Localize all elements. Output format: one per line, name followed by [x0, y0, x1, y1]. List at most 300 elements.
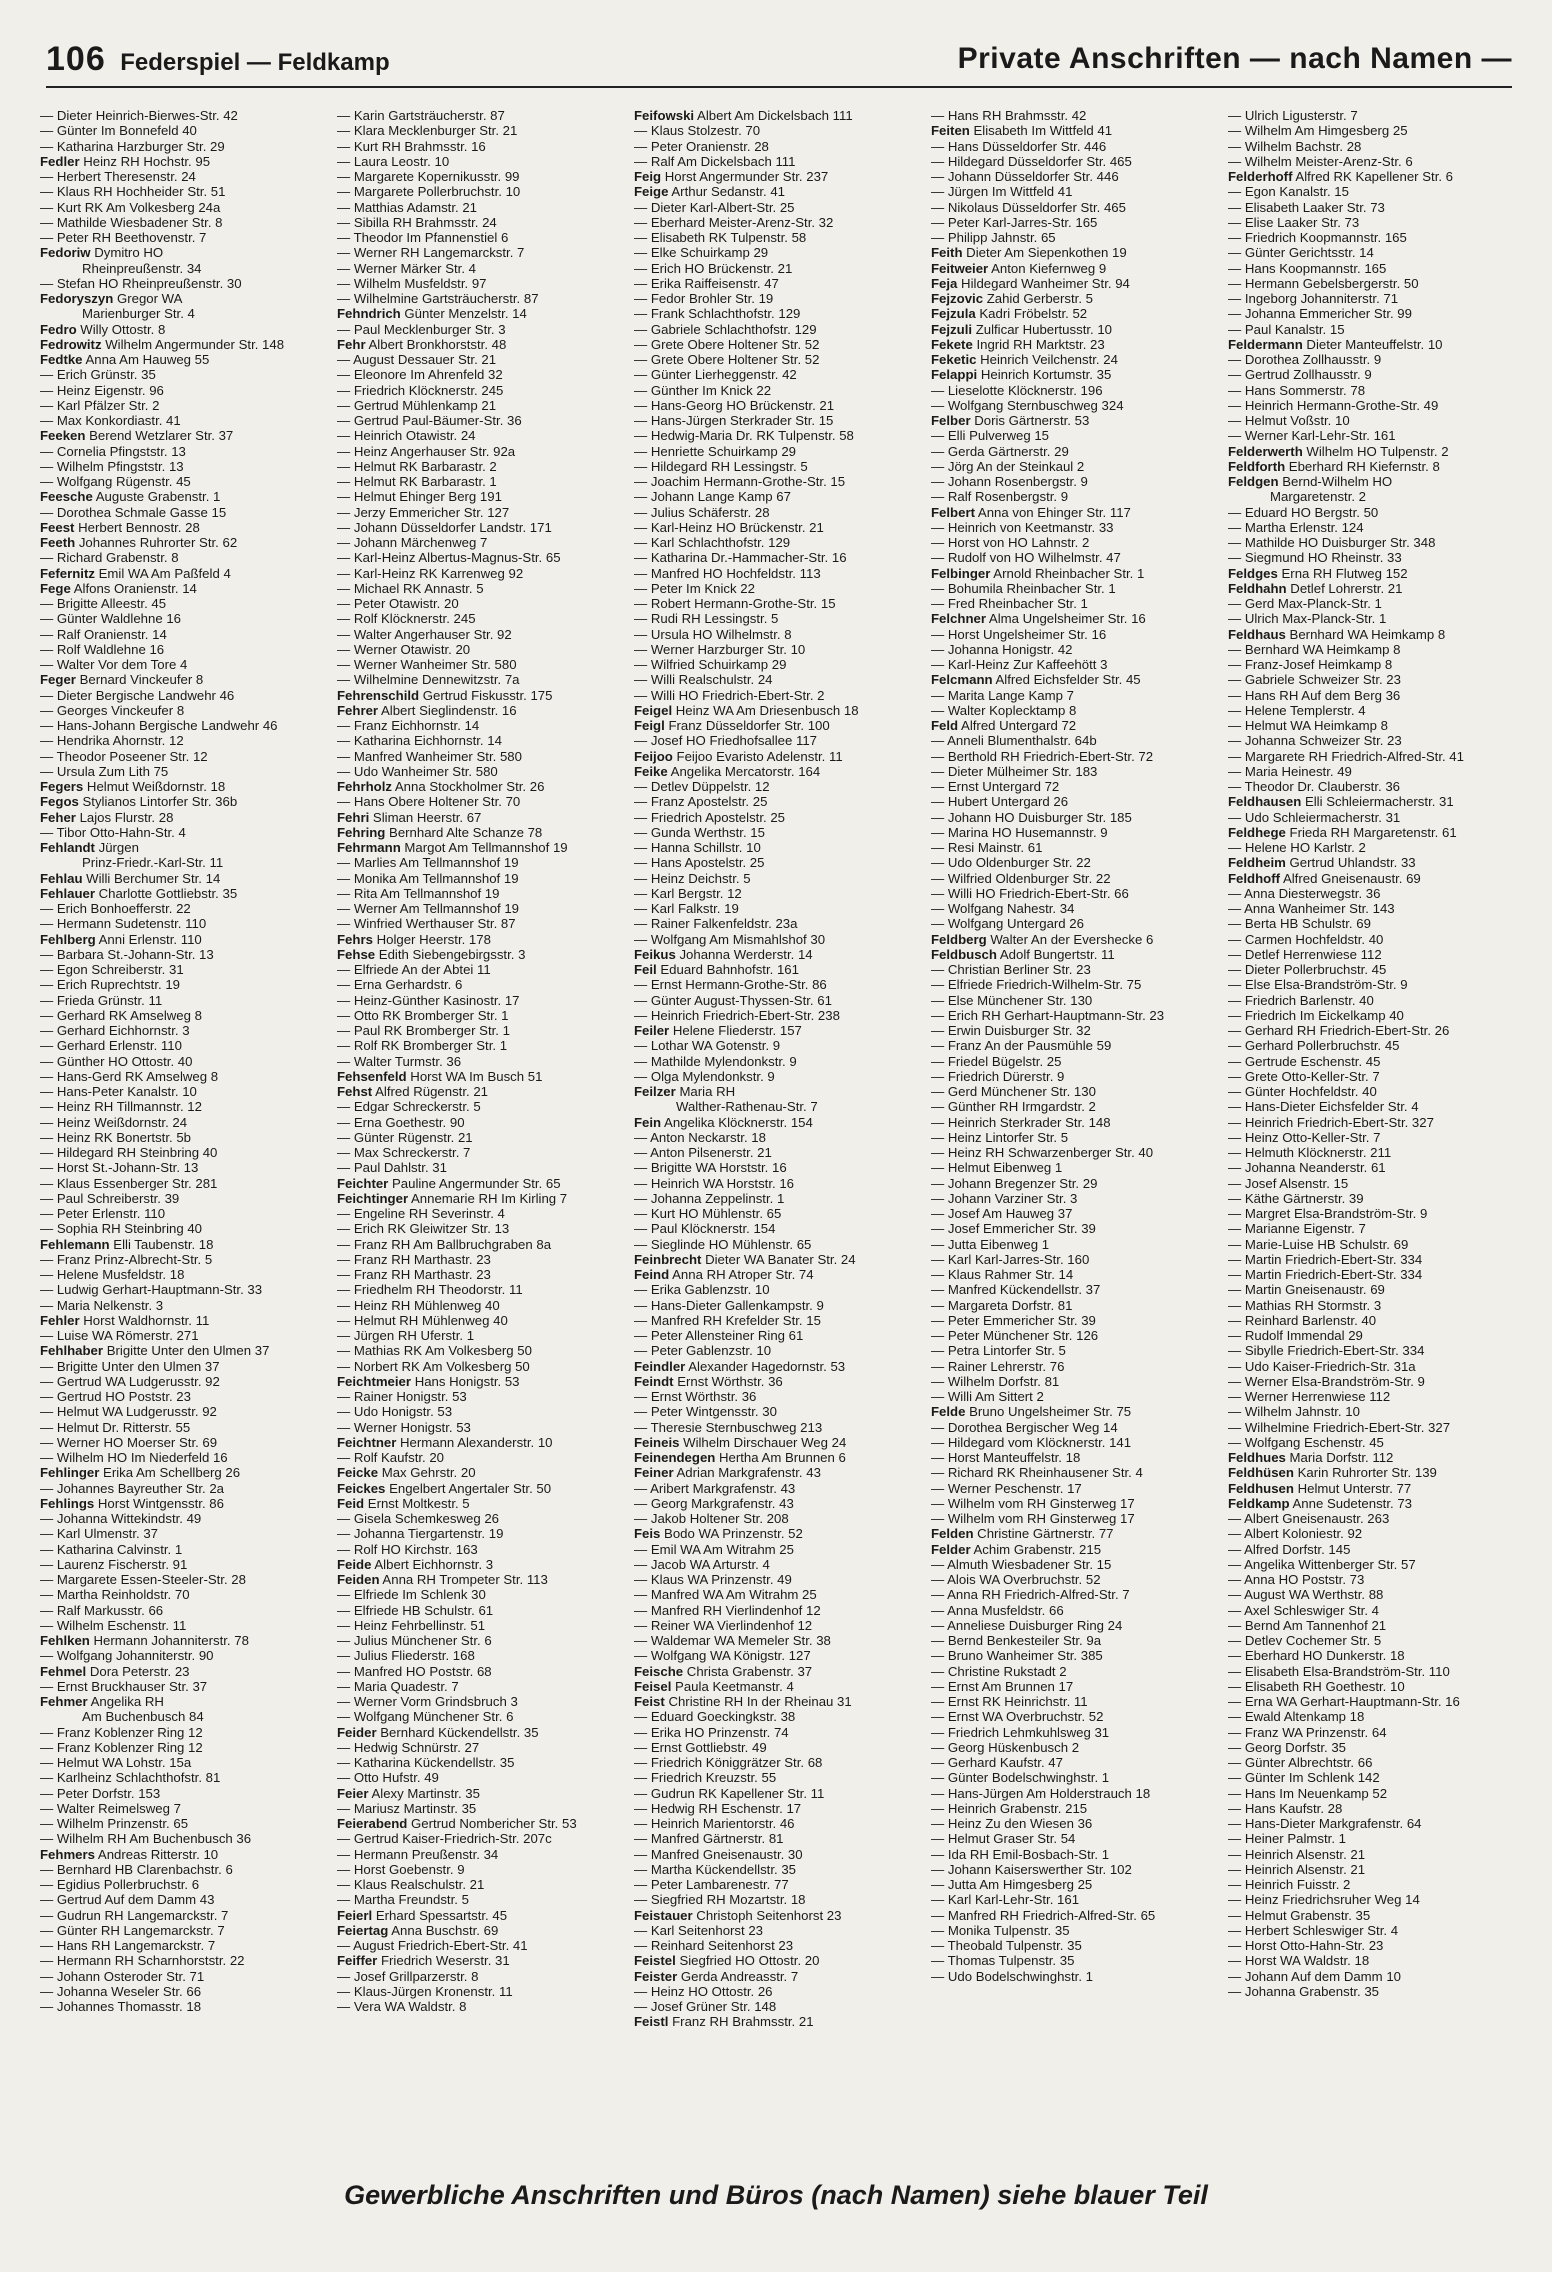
- directory-entry: — Ernst Am Brunnen 17: [931, 1678, 1074, 1694]
- directory-entry: Feldhoff Alfred Gneisenaustr. 69: [1228, 870, 1421, 886]
- directory-entry: — Karl Seitenhorst 23: [634, 1922, 764, 1938]
- directory-entry: Fege Alfons Oranienstr. 14: [40, 580, 197, 596]
- directory-entry: — Josef HO Friedhofsallee 117: [634, 733, 818, 749]
- directory-entry: Feis Bodo WA Prinzenstr. 52: [634, 1526, 803, 1542]
- directory-entry: — Werner RH Langemarckstr. 7: [337, 245, 525, 261]
- directory-entry: Feigl Franz Düsseldorfer Str. 100: [634, 718, 830, 733]
- directory-entry: — Günther HO Ottostr. 40: [40, 1053, 193, 1069]
- directory-entry: — Günther Im Knick 22: [634, 382, 772, 398]
- directory-entry: Feind Anna RH Atroper Str. 74: [634, 1267, 814, 1282]
- directory-entry: Felbinger Arnold Rheinbacher Str. 1: [931, 565, 1145, 581]
- directory-entry: — Dieter Pollerbruchstr. 45: [1228, 962, 1387, 977]
- directory-entry: — Karl Ulmenstr. 37: [40, 1526, 158, 1542]
- directory-entry: Feineis Wilhelm Dirschauer Weg 24: [634, 1434, 847, 1450]
- directory-entry: — Klaus Stolzestr. 70: [634, 123, 761, 139]
- directory-entry: Feldhusen Helmut Unterstr. 77: [1228, 1480, 1412, 1496]
- directory-entry: — Ernst WA Overbruchstr. 52: [931, 1709, 1104, 1725]
- directory-entry: — Stefan HO Rheinpreußenstr. 30: [40, 275, 242, 291]
- directory-entry: — Mathias RK Am Volkesberg 50: [337, 1343, 532, 1359]
- directory-entry: Feldges Erna RH Flutweg 152: [1228, 565, 1408, 581]
- directory-entry: — Johanna Emmericher Str. 99: [1228, 306, 1412, 322]
- directory-entry: — Elise Laaker Str. 73: [1228, 214, 1360, 230]
- directory-entry: — Hans-Peter Kanalstr. 10: [40, 1084, 197, 1099]
- directory-entry: — Heinrich Marientorstr. 46: [634, 1816, 795, 1831]
- directory-entry: Feindt Ernst Wörthstr. 36: [634, 1373, 783, 1389]
- directory-entry: Feiner Adrian Markgrafenstr. 43: [634, 1465, 821, 1481]
- directory-entry: — Egon Kanalstr. 15: [1228, 184, 1349, 200]
- directory-entry: — Rudolf Immendal 29: [1228, 1328, 1363, 1343]
- directory-entry: Feige Arthur Sedanstr. 41: [634, 184, 786, 200]
- directory-entry: — Johanna Weseler Str. 66: [40, 1983, 202, 1999]
- directory-entry: — Franz Prinz-Albrecht-Str. 5: [40, 1251, 213, 1267]
- directory-entry: — Wolfgang Nahestr. 34: [931, 901, 1075, 916]
- directory-entry: — Peter Dorfstr. 153: [40, 1785, 161, 1801]
- directory-entry: — Wilhelm Am Himgesberg 25: [1228, 123, 1408, 139]
- directory-entry: — Elfriede Friedrich-Wilhelm-Str. 75: [931, 977, 1142, 993]
- directory-entry: — Hermann Preußenstr. 34: [337, 1846, 499, 1862]
- directory-entry: — Werner Peschenstr. 17: [931, 1480, 1082, 1496]
- directory-entry: — Werner Am Tellmannshof 19: [337, 901, 520, 916]
- directory-entry: — Paul RK Bromberger Str. 1: [337, 1023, 510, 1038]
- directory-entry: — Richard Grabenstr. 8: [40, 550, 179, 566]
- directory-entry: — Erwin Duisburger Str. 32: [931, 1023, 1091, 1038]
- directory-entry: — Otto RK Bromberger Str. 1: [337, 1007, 509, 1023]
- directory-entry: — Marianne Eigenstr. 7: [1228, 1221, 1366, 1237]
- directory-entry: — Dieter Bergische Landwehr 46: [40, 687, 235, 703]
- directory-entry: — Friedel Bügelstr. 25: [931, 1053, 1062, 1069]
- directory-entry: — Helmut RH Mühlenweg 40: [337, 1312, 508, 1328]
- directory-entry: — Maria Heinestr. 49: [1228, 763, 1352, 779]
- directory-entry: — Herbert Theresenstr. 24: [40, 169, 196, 184]
- directory-entry: — Günter Lierheggenstr. 42: [634, 367, 797, 383]
- directory-entry: — Heinrich von Keetmanstr. 33: [931, 519, 1114, 535]
- directory-entry: — Friedrich Im Eickelkamp 40: [1228, 1007, 1404, 1023]
- directory-entry: — Jörg An der Steinkaul 2: [931, 458, 1085, 474]
- directory-entry: — Hans Obere Holtener Str. 70: [337, 794, 521, 810]
- directory-entry: — Hildegard RH Steinbring 40: [40, 1145, 218, 1160]
- directory-entry: — Ernst Bruckhauser Str. 37: [40, 1678, 208, 1694]
- directory-entry: — Eduard Goeckingkstr. 38: [634, 1709, 796, 1725]
- directory-entry: Fegos Stylianos Lintorfer Str. 36b: [40, 794, 238, 810]
- directory-entry: — Bruno Wanheimer Str. 385: [931, 1648, 1103, 1664]
- directory-entry: — Ernst Gottliebstr. 49: [634, 1739, 767, 1755]
- directory-entry: — Franz An der Pausmühle 59: [931, 1038, 1112, 1054]
- directory-entry: Fehrs Holger Heerstr. 178: [337, 931, 491, 947]
- directory-entry: — Helene Musfeldstr. 18: [40, 1267, 185, 1282]
- directory-entry: Am Buchenbusch 84: [82, 1709, 204, 1725]
- directory-entry: — Anneliese Duisburger Ring 24: [931, 1617, 1123, 1633]
- directory-entry: Fedler Heinz RH Hochstr. 95: [40, 153, 211, 169]
- directory-entry: — Julius Münchener Str. 6: [337, 1633, 492, 1648]
- directory-entry: — Nikolaus Düsseldorfer Str. 465: [931, 199, 1126, 215]
- directory-entry: — Eberhard Meister-Arenz-Str. 32: [634, 214, 834, 230]
- directory-entry: — Julius Fliederstr. 168: [337, 1648, 475, 1664]
- directory-entry: — Theodor Poseener Str. 12: [40, 748, 208, 764]
- directory-entry: — Werner Herrenwiese 112: [1228, 1389, 1391, 1404]
- directory-entry: — Hedwig-Maria Dr. RK Tulpenstr. 58: [634, 428, 854, 444]
- directory-entry: Fehler Horst Waldhornstr. 11: [40, 1312, 210, 1328]
- directory-entry: — Udo Kaiser-Friedrich-Str. 31a: [1228, 1358, 1416, 1374]
- directory-entry: — Walter Angerhauser Str. 92: [337, 626, 512, 642]
- directory-entry: — Petra Lintorfer Str. 5: [931, 1343, 1066, 1359]
- directory-columns: [40, 108, 1515, 2138]
- directory-entry: — Max Schreckerstr. 7: [337, 1145, 471, 1160]
- directory-entry: — Gertrud WA Ludgerusstr. 92: [40, 1373, 220, 1389]
- directory-entry: — Berthold RH Friedrich-Ebert-Str. 72: [931, 748, 1154, 764]
- directory-entry: — Grete Obere Holtener Str. 52: [634, 336, 820, 352]
- directory-entry: — Paul Mecklenburger Str. 3: [337, 321, 506, 337]
- directory-entry: — Wolfgang Münchener Str. 6: [337, 1709, 514, 1725]
- directory-entry: — Johann Varziner Str. 3: [931, 1190, 1078, 1206]
- directory-entry: Feier Alexy Martinstr. 35: [337, 1785, 480, 1801]
- directory-entry: — Peter Emmericher Str. 39: [931, 1312, 1096, 1328]
- directory-entry: Feisel Paula Keetmanstr. 4: [634, 1678, 794, 1694]
- directory-entry: — Gerhard RK Amselweg 8: [40, 1007, 202, 1023]
- directory-entry: — Hedwig RH Eschenstr. 17: [634, 1800, 802, 1816]
- directory-entry: — Cornelia Pfingststr. 13: [40, 443, 186, 459]
- header-left: [46, 40, 390, 79]
- directory-entry: — Manfred Gärtnerstr. 81: [634, 1831, 784, 1847]
- directory-entry: — Heinz Friedrichsruher Weg 14: [1228, 1892, 1420, 1908]
- directory-entry: — Peter Wintgensstr. 30: [634, 1404, 777, 1420]
- directory-entry: — Franz Eichhornstr. 14: [337, 718, 480, 733]
- directory-entry: — Christine Rukstadt 2: [931, 1663, 1067, 1679]
- directory-entry: — Brigitte WA Horststr. 16: [634, 1160, 787, 1176]
- directory-entry: Marienburger Str. 4: [82, 306, 195, 322]
- directory-entry: — Josef Am Hauweg 37: [931, 1206, 1073, 1221]
- directory-entry: — Willi Realschulstr. 24: [634, 672, 773, 688]
- directory-entry: — Wilhelm Pfingststr. 13: [40, 458, 184, 474]
- directory-entry: — Karin Gartsträucherstr. 87: [337, 108, 505, 123]
- directory-entry: — Peter Karl-Jarres-Str. 165: [931, 214, 1098, 230]
- directory-entry: — Robert Hermann-Grothe-Str. 15: [634, 596, 836, 611]
- directory-entry: — Hans Düsseldorfer Str. 446: [931, 138, 1107, 154]
- directory-entry: — Gertrud Auf dem Damm 43: [40, 1892, 215, 1908]
- directory-entry: — Günter Im Schlenk 142: [1228, 1770, 1380, 1786]
- directory-entry: — Heinz Weißdornstr. 24: [40, 1114, 188, 1130]
- directory-entry: — Ida RH Emil-Bosbach-Str. 1: [931, 1846, 1110, 1862]
- directory-entry: — Heinz Zu den Wiesen 36: [931, 1816, 1093, 1831]
- directory-entry: — Karl Karl-Lehr-Str. 161: [931, 1892, 1080, 1908]
- directory-entry: — Margarete Pollerbruchstr. 10: [337, 184, 521, 200]
- directory-entry: — Günter Im Bonnefeld 40: [40, 123, 197, 139]
- directory-entry: — Albert Gneisenaustr. 263: [1228, 1511, 1390, 1526]
- directory-entry: — Günter RH Langemarckstr. 7: [40, 1922, 225, 1938]
- directory-entry: — Theresie Sternbuschweg 213: [634, 1419, 823, 1435]
- directory-entry: — Aribert Markgrafenstr. 43: [634, 1480, 796, 1496]
- directory-entry: — Ursula HO Wilhelmstr. 8: [634, 626, 792, 642]
- directory-entry: — Rolf Kaufstr. 20: [337, 1450, 445, 1465]
- directory-entry: — Werner Wanheimer Str. 580: [337, 657, 517, 672]
- directory-entry: — Grete Obere Holtener Str. 52: [634, 352, 820, 367]
- directory-entry: Fejzuli Zulficar Hubertusstr. 10: [931, 321, 1113, 337]
- directory-entry: — Erika Gablenzstr. 10: [634, 1282, 770, 1298]
- directory-entry: — Walter Koplecktamp 8: [931, 702, 1077, 718]
- directory-entry: — Heinz RH Mühlenweg 40: [337, 1297, 500, 1313]
- running-title: Federspiel — Feldkamp: [120, 49, 390, 76]
- directory-entry: Feldermann Dieter Manteuffelstr. 10: [1228, 336, 1443, 352]
- directory-entry: — Johanna Grabenstr. 35: [1228, 1983, 1380, 1999]
- directory-entry: — Hans Koopmannstr. 165: [1228, 260, 1387, 276]
- directory-entry: — Anna RH Friedrich-Alfred-Str. 7: [931, 1587, 1130, 1603]
- directory-entry: — Albert Koloniestr. 92: [1228, 1526, 1363, 1542]
- directory-entry: Rheinpreußenstr. 34: [82, 260, 202, 276]
- directory-entry: — Mathilde Mylendonkstr. 9: [634, 1053, 797, 1069]
- directory-entry: — Sibylle Friedrich-Ebert-Str. 334: [1228, 1343, 1425, 1359]
- directory-entry: — Werner Otawistr. 20: [337, 641, 471, 657]
- directory-entry: — Klaus RH Hochheider Str. 51: [40, 184, 226, 200]
- directory-entry: Feig Horst Angermunder Str. 237: [634, 169, 829, 184]
- directory-entry: — Wilhelm RH Am Buchenbusch 36: [40, 1831, 252, 1847]
- directory-entry: — Wilfried Oldenburger Str. 22: [931, 870, 1111, 886]
- directory-entry: Fehlhaber Brigitte Unter den Ulmen 37: [40, 1343, 270, 1359]
- directory-entry: — Monika Am Tellmannshof 19: [337, 870, 519, 886]
- directory-entry: — Jerzy Emmericher Str. 127: [337, 504, 510, 520]
- directory-entry: — Georg Markgrafenstr. 43: [634, 1495, 794, 1511]
- page-number: 106: [46, 40, 106, 78]
- directory-entry: — Philipp Jahnstr. 65: [931, 230, 1056, 245]
- directory-entry: — Hans Im Neuenkamp 52: [1228, 1785, 1388, 1801]
- directory-entry: — Emil WA Am Witrahm 25: [634, 1541, 794, 1557]
- directory-entry: — Martha Kückendellstr. 35: [634, 1861, 796, 1877]
- directory-entry: — Käthe Gärtnerstr. 39: [1228, 1190, 1364, 1206]
- directory-entry: — Hildegard RH Lessingstr. 5: [634, 458, 808, 474]
- directory-entry: Feierl Erhard Spessartstr. 45: [337, 1907, 508, 1923]
- directory-entry: — Mathias RH Stormstr. 3: [1228, 1297, 1382, 1313]
- directory-entry: — Alfred Dorfstr. 145: [1228, 1541, 1351, 1557]
- directory-entry: Feld Alfred Untergard 72: [931, 718, 1077, 733]
- directory-entry: — Ernst RK Heinrichstr. 11: [931, 1694, 1088, 1709]
- directory-entry: — August Dessauer Str. 21: [337, 352, 497, 367]
- directory-entry: — Wilhelm Musfeldstr. 97: [337, 275, 487, 291]
- directory-entry: — Elisabeth RK Tulpenstr. 58: [634, 230, 807, 245]
- directory-entry: — Monika Tulpenstr. 35: [931, 1922, 1070, 1938]
- directory-entry: — Ulrich Max-Planck-Str. 1: [1228, 611, 1387, 627]
- directory-entry: — Axel Schleswiger Str. 4: [1228, 1602, 1379, 1618]
- directory-entry: Fehrholz Anna Stockholmer Str. 26: [337, 779, 545, 794]
- directory-entry: — Karl Schlachthofstr. 129: [634, 535, 791, 550]
- directory-entry: — Lothar WA Gotenstr. 9: [634, 1038, 781, 1054]
- directory-entry: — Josef Emmericher Str. 39: [931, 1221, 1096, 1237]
- directory-entry: — Wilhelm Eschenstr. 11: [40, 1617, 187, 1633]
- directory-entry: — Helmut Ehinger Berg 191: [337, 489, 502, 505]
- directory-entry: Fekete Ingrid RH Marktstr. 23: [931, 336, 1105, 352]
- directory-entry: — Friedrich Dürerstr. 9: [931, 1068, 1065, 1084]
- directory-entry: — Rolf RK Bromberger Str. 1: [337, 1038, 508, 1054]
- directory-entry: — Theodor Dr. Clauberstr. 36: [1228, 779, 1401, 794]
- directory-entry: — Detlev Düppelstr. 12: [634, 779, 770, 794]
- directory-entry: — Manfred Kückendellstr. 37: [931, 1282, 1101, 1298]
- directory-entry: — Bernd Am Tannenhof 21: [1228, 1617, 1387, 1633]
- directory-entry: — Johannes Thomasstr. 18: [40, 1999, 202, 2014]
- directory-entry: Fedrowitz Wilhelm Angermunder Str. 148: [40, 336, 285, 352]
- directory-entry: — Heiner Palmstr. 1: [1228, 1831, 1346, 1847]
- directory-entry: — Bernhard HB Clarenbachstr. 6: [40, 1861, 233, 1877]
- directory-entry: — Udo Bodelschwinghstr. 1: [931, 1968, 1093, 1984]
- directory-entry: — Martha Freundstr. 5: [337, 1892, 469, 1908]
- directory-entry: — Johann Kaiserswerther Str. 102: [931, 1861, 1132, 1877]
- directory-entry: — Heinz RK Bonertstr. 5b: [40, 1129, 191, 1145]
- directory-entry: — Günther RH Irmgardstr. 2: [931, 1099, 1096, 1115]
- directory-entry: — Gabriele Schlachthofstr. 129: [634, 321, 817, 337]
- directory-entry: — Udo Wanheimer Str. 580: [337, 763, 498, 779]
- directory-entry: — Horst Otto-Hahn-Str. 23: [1228, 1938, 1384, 1953]
- directory-entry: — Martin Gneisenaustr. 69: [1228, 1282, 1385, 1298]
- directory-entry: — Willi HO Friedrich-Ebert-Str. 66: [931, 885, 1129, 901]
- directory-entry: — Günter Hochfeldstr. 40: [1228, 1084, 1377, 1099]
- directory-entry: — Maria Quadestr. 7: [337, 1678, 459, 1694]
- directory-entry: — Laura Leostr. 10: [337, 153, 450, 169]
- directory-entry: — Ingeborg Johanniterstr. 71: [1228, 291, 1399, 306]
- directory-entry: — Fred Rheinbacher Str. 1: [931, 596, 1088, 611]
- directory-entry: — Klara Mecklenburger Str. 21: [337, 123, 518, 139]
- directory-entry: — Peter Lambarenestr. 77: [634, 1877, 789, 1892]
- directory-entry: — Heinrich Alsenstr. 21: [1228, 1861, 1366, 1877]
- directory-entry: — Anna Diesterwegstr. 36: [1228, 885, 1381, 901]
- directory-entry: Feid Ernst Moltkestr. 5: [337, 1495, 470, 1511]
- directory-entry: — Rudolf von HO Wilhelmstr. 47: [931, 550, 1121, 566]
- directory-entry: — August Friedrich-Ebert-Str. 41: [337, 1938, 528, 1953]
- directory-entry: — Gertrud HO Poststr. 23: [40, 1389, 191, 1404]
- directory-entry: — Hans-Georg HO Brückenstr. 21: [634, 397, 835, 413]
- directory-entry: — Klaus Rahmer Str. 14: [931, 1267, 1074, 1282]
- directory-entry: — Fedor Brohler Str. 19: [634, 291, 774, 306]
- directory-entry: — Erich HO Brückenstr. 21: [634, 260, 793, 276]
- directory-entry: — Rolf HO Kirchstr. 163: [337, 1541, 478, 1557]
- directory-entry: — Hedwig Schnürstr. 27: [337, 1739, 480, 1755]
- directory-entry: — Jürgen RH Uferstr. 1: [337, 1328, 475, 1343]
- directory-entry: — Bernhard WA Heimkamp 8: [1228, 641, 1401, 657]
- directory-entry: — Marie-Luise HB Schulstr. 69: [1228, 1236, 1409, 1252]
- directory-entry: — Marlies Am Tellmannshof 19: [337, 855, 519, 871]
- directory-entry: — Erna WA Gerhart-Hauptmann-Str. 16: [1228, 1694, 1460, 1709]
- directory-entry: — Helmut WA Ludgerusstr. 92: [40, 1404, 217, 1420]
- directory-entry: — Willi Am Sittert 2: [931, 1389, 1044, 1404]
- directory-entry: — Richard RK Rheinhausener Str. 4: [931, 1465, 1143, 1481]
- directory-entry: Feeken Berend Wetzlarer Str. 37: [40, 428, 234, 444]
- directory-entry: Feiffer Friedrich Weserstr. 31: [337, 1953, 510, 1969]
- directory-entry: — Werner Harzburger Str. 10: [634, 641, 806, 657]
- directory-entry: — Peter Münchener Str. 126: [931, 1328, 1099, 1343]
- directory-entry: — Wolfgang Eschenstr. 45: [1228, 1434, 1384, 1450]
- directory-entry: Feichter Pauline Angermunder Str. 65: [337, 1175, 561, 1191]
- directory-entry: — Hans Sommerstr. 78: [1228, 382, 1366, 398]
- directory-entry: — Manfred HO Poststr. 68: [337, 1663, 492, 1679]
- directory-entry: Feister Gerda Andreasstr. 7: [634, 1968, 799, 1984]
- directory-entry: — Karl-Heinz HO Brückenstr. 21: [634, 519, 824, 535]
- directory-entry: — Peter Im Knick 22: [634, 580, 755, 596]
- directory-entry: Feiler Helene Fliederstr. 157: [634, 1023, 802, 1038]
- directory-entry: — Peter Oranienstr. 28: [634, 138, 769, 154]
- directory-entry: — Friedrich Koopmannstr. 165: [1228, 230, 1407, 245]
- directory-entry: — Hans-Dieter Gallenkampstr. 9: [634, 1297, 824, 1313]
- directory-entry: Fehlandt Jürgen: [40, 840, 139, 855]
- directory-entry: Fehse Edith Siebengebirgsstr. 3: [337, 946, 526, 962]
- directory-entry: — Ralf Am Dickelsbach 111: [634, 153, 796, 169]
- directory-entry: — Heinrich Alsenstr. 21: [1228, 1846, 1366, 1862]
- directory-entry: — Horst von HO Lahnstr. 2: [931, 535, 1090, 550]
- directory-entry: — Gisela Schemkesweg 26: [337, 1511, 499, 1526]
- directory-entry: — Elfriede An der Abtei 11: [337, 962, 491, 977]
- directory-column-2: [337, 108, 627, 2138]
- directory-entry: — Josef Alsenstr. 15: [1228, 1175, 1349, 1191]
- directory-entry: — Sieglinde HO Mühlenstr. 65: [634, 1236, 812, 1252]
- directory-entry: Fehmel Dora Peterstr. 23: [40, 1663, 190, 1679]
- directory-entry: — Heinrich WA Horststr. 16: [634, 1175, 794, 1191]
- directory-entry: — Wolfgang WA Königstr. 127: [634, 1648, 811, 1664]
- directory-entry: — Angelika Wittenberger Str. 57: [1228, 1556, 1416, 1572]
- directory-entry: — Manfred RH Friedrich-Alfred-Str. 65: [931, 1907, 1156, 1923]
- directory-entry: Feistel Siegfried HO Ottostr. 20: [634, 1953, 820, 1969]
- directory-entry: — Günter Rügenstr. 21: [337, 1129, 473, 1145]
- directory-entry: — Ulrich Ligusterstr. 7: [1228, 108, 1358, 123]
- directory-entry: — Helene HO Karlstr. 2: [1228, 840, 1366, 855]
- directory-entry: Fehst Alfred Rügenstr. 21: [337, 1084, 488, 1099]
- directory-entry: — Marina HO Husemannstr. 9: [931, 824, 1108, 840]
- directory-entry: — Jürgen Im Wittfeld 41: [931, 184, 1073, 200]
- directory-entry: — Georg Hüskenbusch 2: [931, 1739, 1080, 1755]
- directory-entry: — Anna HO Poststr. 73: [1228, 1572, 1365, 1587]
- directory-entry: — Maria Nelkenstr. 3: [40, 1297, 164, 1313]
- directory-entry: — Erich Ruprechtstr. 19: [40, 977, 180, 993]
- directory-entry: Feger Bernard Vinckeufer 8: [40, 672, 204, 688]
- directory-entry: Feldkamp Anne Sudetenstr. 73: [1228, 1495, 1413, 1511]
- directory-entry: — August WA Werthstr. 88: [1228, 1587, 1384, 1603]
- directory-column-3: [634, 108, 924, 2138]
- directory-entry: — Dorothea Zollhausstr. 9: [1228, 352, 1382, 367]
- directory-entry: — Johann Düsseldorfer Str. 446: [931, 169, 1119, 184]
- directory-entry: — Udo Schleiermacherstr. 31: [1228, 809, 1401, 825]
- directory-entry: — Erika Raiffeisenstr. 47: [634, 275, 779, 291]
- directory-entry: — Mariusz Martinstr. 35: [337, 1800, 477, 1816]
- directory-entry: — Helmut Graser Str. 54: [931, 1831, 1076, 1847]
- directory-entry: — Franz RH Am Ballbruchgraben 8a: [337, 1236, 552, 1252]
- directory-entry: Feil Eduard Bahnhofstr. 161: [634, 962, 799, 977]
- directory-entry: — Karl Falkstr. 19: [634, 901, 739, 916]
- directory-entry: — Walter Turmstr. 36: [337, 1053, 462, 1069]
- directory-entry: — Gertrud Mühlenkamp 21: [337, 397, 497, 413]
- directory-entry: — Hans-Dieter Eichsfelder Str. 4: [1228, 1099, 1419, 1115]
- directory-entry: — Heinz Fehrbellinstr. 51: [337, 1617, 486, 1633]
- directory-entry: — Theobald Tulpenstr. 35: [931, 1938, 1082, 1953]
- directory-entry: — Wolfgang Johanniterstr. 90: [40, 1648, 214, 1664]
- directory-entry: — Anton Pilsenerstr. 21: [634, 1145, 772, 1160]
- directory-entry: — Wilhelmine Friedrich-Ebert-Str. 327: [1228, 1419, 1451, 1435]
- directory-entry: Fedoriw Dymitro HO: [40, 245, 164, 261]
- directory-entry: — Werner Elsa-Brandström-Str. 9: [1228, 1373, 1425, 1389]
- directory-entry: — Peter Erlenstr. 110: [40, 1206, 166, 1221]
- directory-entry: — Günter Bodelschwinghstr. 1: [931, 1770, 1110, 1786]
- directory-entry: Felappi Heinrich Kortumstr. 35: [931, 367, 1112, 383]
- directory-entry: — Dieter Mülheimer Str. 183: [931, 763, 1098, 779]
- directory-entry: — Friedrich Königgrätzer Str. 68: [634, 1755, 823, 1770]
- directory-entry: — Michael RK Annastr. 5: [337, 580, 484, 596]
- directory-entry: — Helene Templerstr. 4: [1228, 702, 1366, 718]
- directory-entry: — Franz RH Marthastr. 23: [337, 1251, 491, 1267]
- section-title: Private Anschriften — nach Namen —: [957, 42, 1512, 75]
- directory-entry: — Ewald Altenkamp 18: [1228, 1709, 1365, 1725]
- directory-entry: — Gertrud Kaiser-Friedrich-Str. 207c: [337, 1831, 552, 1847]
- directory-column-4: [931, 108, 1221, 2138]
- directory-entry: Feist Christine RH In der Rheinau 31: [634, 1694, 852, 1709]
- directory-entry: — Frieda Grünstr. 11: [40, 992, 163, 1008]
- directory-entry: — Dieter Karl-Albert-Str. 25: [634, 199, 795, 215]
- directory-entry: Feichtinger Annemarie RH Im Kirling 7: [337, 1190, 568, 1206]
- directory-entry: — Hildegard Düsseldorfer Str. 465: [931, 153, 1132, 169]
- directory-entry: — Hermann RH Scharnhorststr. 22: [40, 1953, 245, 1969]
- directory-entry: — Almuth Wiesbadener Str. 15: [931, 1556, 1112, 1572]
- directory-entry: — Johanna Tiergartenstr. 19: [337, 1526, 504, 1542]
